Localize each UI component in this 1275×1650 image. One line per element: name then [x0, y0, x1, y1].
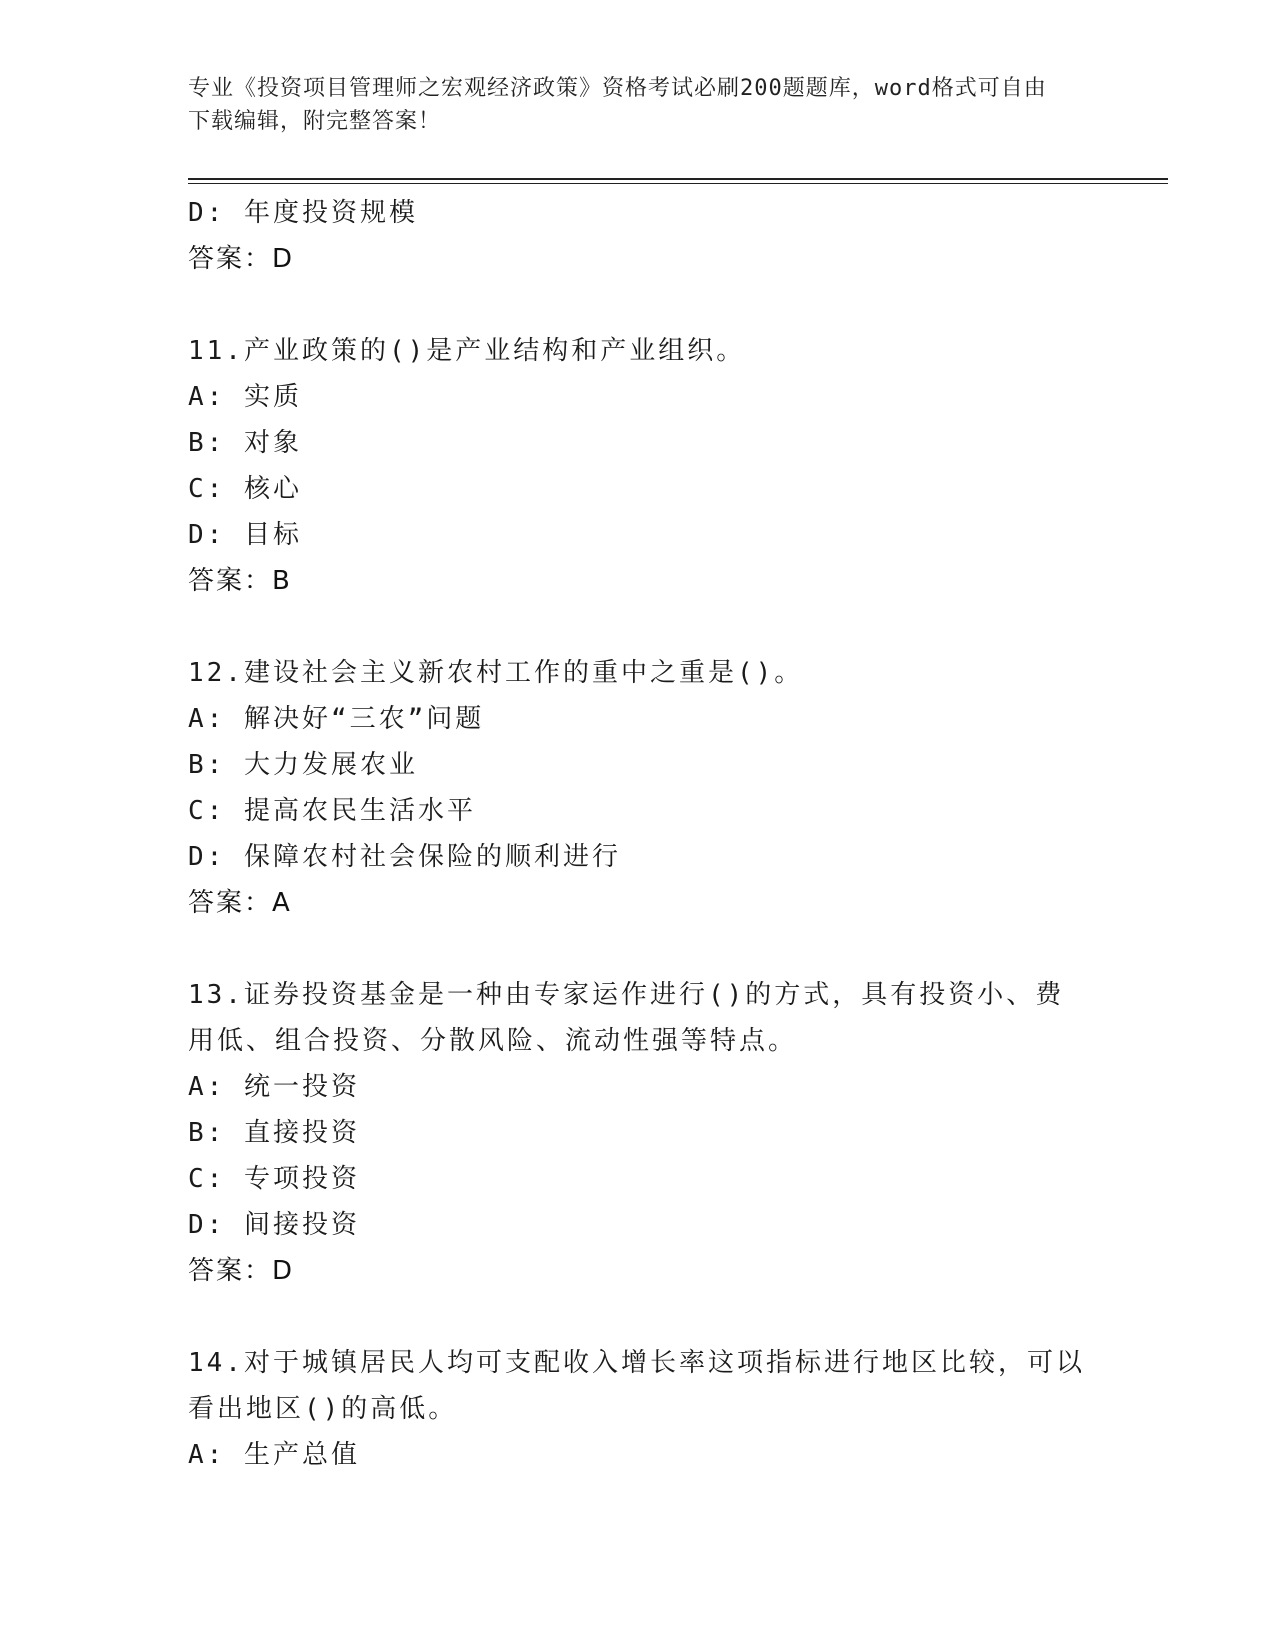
- question-13: [188, 972, 1088, 1294]
- option-a: A: 统一投资: [188, 1072, 360, 1102]
- prev-option-d: D: 年度投资规模: [188, 198, 418, 228]
- option-d: D: 保障农村社会保险的顺利进行: [188, 842, 621, 872]
- document-header: 专业《投资项目管理师之宏观经济政策》资格考试必刷200题题库，word格式可自由下载编辑，附完整答案！: [188, 76, 1047, 134]
- option-d: D: 目标: [188, 520, 302, 550]
- option-c: C: 提高农民生活水平: [188, 796, 476, 826]
- option-b: B: 对象: [188, 428, 302, 458]
- question-11: [188, 328, 1088, 604]
- question-14: [188, 1340, 1088, 1478]
- header-divider-thin: [188, 183, 1168, 184]
- question-stem: 13.证券投资基金是一种由专家运作进行()的方式，具有投资小、费用低、组合投资、分散风险、流动性强等特点。: [188, 980, 1065, 1056]
- question-12: [188, 650, 1088, 926]
- option-a: A: 解决好“三农”问题: [188, 704, 485, 734]
- option-b: B: 直接投资: [188, 1118, 360, 1148]
- answer: 答案：A: [188, 888, 292, 918]
- option-b: B: 大力发展农业: [188, 750, 418, 780]
- option-c: C: 核心: [188, 474, 302, 504]
- answer: 答案：D: [188, 1256, 295, 1286]
- option-a: A: 实质: [188, 382, 302, 412]
- prev-answer: 答案：D: [188, 244, 295, 274]
- option-c: C: 专项投资: [188, 1164, 360, 1194]
- question-stem: 14.对于城镇居民人均可支配收入增长率这项指标进行地区比较，可以看出地区()的高低。: [188, 1348, 1085, 1424]
- question-stem: 11.产业政策的()是产业结构和产业组织。: [188, 336, 746, 366]
- question-list: [188, 190, 1088, 1478]
- option-a: A: 生产总值: [188, 1440, 360, 1470]
- option-d: D: 间接投资: [188, 1210, 360, 1240]
- question-stem: 12.建设社会主义新农村工作的重中之重是()。: [188, 658, 804, 688]
- answer: 答案：B: [188, 566, 292, 596]
- header-divider-thick: [188, 178, 1168, 180]
